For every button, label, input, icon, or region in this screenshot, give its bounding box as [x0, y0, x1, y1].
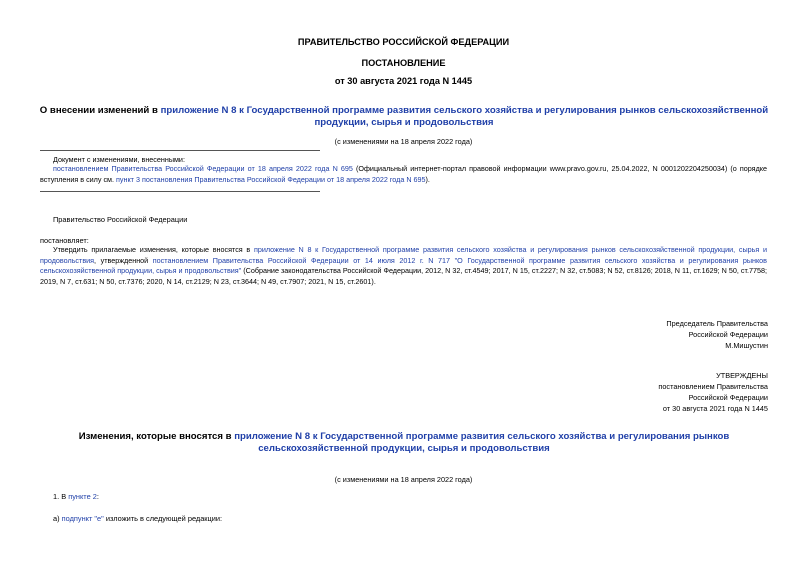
- doc-note-title: Документ с изменениями, внесенными:: [53, 155, 185, 164]
- doc-note-link-point-3[interactable]: пункт 3 постановления Правительства Российской Федерации от 18 апреля 2022 года N 695: [116, 174, 426, 184]
- main-text-3: (Собрание законодательства Российской Федерации, 2012, N 32, ст.4549; 2017, N 15, ст.2227; N 32, ст.5083; N 52, ст.8126; 2018, N 11, ст.1629; N 50, ст.7758; 2019, N 7, ст.631; N 50, ст.7376; 2020, N 14, ст.2129; N 23, ст.3644; N 49, ст.7907; 2021, N 15, ст.2601).: [40, 266, 767, 287]
- item-1: [53, 492, 99, 501]
- title-prefix: О внесении изменений в: [39, 105, 161, 116]
- document-type: ПОСТАНОВЛЕНИЕ: [361, 58, 446, 68]
- note-divider-top: [40, 150, 320, 151]
- government-heading: ПРАВИТЕЛЬСТВО РОССИЙСКОЙ ФЕДЕРАЦИИ: [297, 37, 510, 47]
- item-1-link-point-2[interactable]: пункте 2: [68, 492, 97, 501]
- approval-line-1: УТВЕРЖДЕНЫ: [716, 371, 768, 380]
- postanovlyaet-line: постановляет:: [40, 236, 89, 245]
- signature-line-1: Председатель Правительства: [666, 319, 768, 328]
- item-2-suffix: изложить в следующей редакции:: [103, 514, 223, 523]
- approval-block: [658, 370, 768, 414]
- document-date-number: от 30 августа 2021 года N 1445: [334, 76, 473, 86]
- approval-line-3: Российской Федерации: [688, 393, 768, 402]
- main-link-resolution-717[interactable]: постановлением Правительства Российской Федерации от 14 июля 2012 г. N 717 "О Государственной программе развития сельского хозяйства и регулирования рынков сельскохозяйственной продукции, сырья и продовольствия": [40, 255, 767, 276]
- doc-note-text-1: (Официальный интернет-портал правовой информации www.pravo.gov.ru, 25.04.2022, N 0001202204250034) (о порядке вступления в силу см.: [40, 164, 767, 184]
- title-link-appendix-8[interactable]: приложение N 8 к Государственной программе развития сельского хозяйства и регулирования рынков сельскохозяйственной продукции, сырья и продовольствия: [160, 105, 769, 128]
- signature-line-2: Российской Федерации: [688, 330, 768, 339]
- item-1-prefix: 1. В: [53, 492, 69, 501]
- approval-line-4: от 30 августа 2021 года N 1445: [662, 404, 768, 413]
- changes-title-link-appendix-8[interactable]: приложение N 8 к Государственной программе развития сельского хозяйства и регулирования рынков сельскохозяйственной продукции, сырья и продовольствия: [234, 431, 730, 454]
- signature-block: [666, 318, 768, 351]
- main-link-appendix-8[interactable]: приложение N 8 к Государственной программе развития сельского хозяйства и регулирования рынков сельскохозяйственной продукции, сырья и продовольствия: [40, 245, 767, 265]
- item-2: [53, 514, 222, 523]
- signature-line-3: М.Мишустин: [725, 341, 768, 350]
- edition-note: (с изменениями на 18 апреля 2022 года): [334, 137, 473, 146]
- edition-note-changes: (с изменениями на 18 апреля 2022 года): [334, 475, 473, 484]
- main-text-2: , утвержденной: [94, 255, 153, 265]
- document-title: [30, 105, 778, 129]
- doc-note-text-2: ).: [425, 174, 430, 184]
- item-1-suffix: :: [96, 492, 99, 501]
- main-text-1: Утвердить прилагаемые изменения, которые вносятся в: [53, 245, 254, 254]
- note-divider-bottom: [40, 191, 320, 192]
- main-paragraph: [40, 245, 767, 288]
- item-2-prefix: а): [53, 514, 62, 523]
- doc-note-body: [40, 164, 767, 185]
- approval-line-2: постановлением Правительства: [658, 382, 768, 391]
- changes-title-prefix: Изменения, которые вносятся в: [78, 431, 235, 442]
- doc-note-link-resolution-695[interactable]: постановлением Правительства Российской Федерации от 18 апреля 2022 года N 695: [53, 164, 353, 173]
- government-line: Правительство Российской Федерации: [53, 215, 188, 224]
- item-2-link-subpoint-e[interactable]: подпункт "е": [61, 514, 104, 523]
- changes-title: [30, 431, 778, 455]
